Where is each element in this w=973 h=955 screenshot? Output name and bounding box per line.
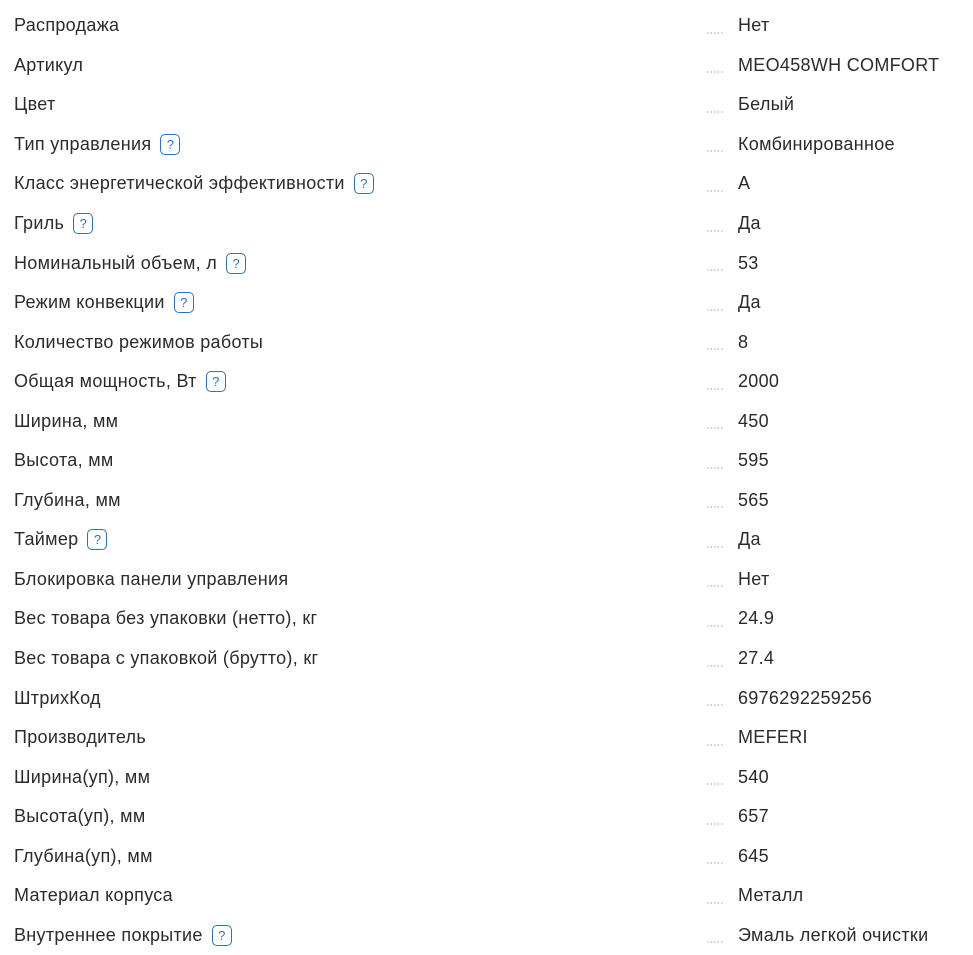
spec-row [14, 678, 973, 718]
spec-label-wrap [14, 213, 93, 234]
spec-value: Нет [738, 568, 770, 589]
spec-value: 2000 [738, 371, 780, 392]
spec-row [14, 401, 973, 441]
spec-row [14, 85, 973, 125]
spec-row [14, 6, 973, 46]
dotted-leader [707, 625, 723, 627]
dotted-leader [707, 585, 723, 587]
spec-row [14, 362, 973, 402]
dotted-leader [707, 348, 723, 350]
dotted-leader [707, 704, 723, 706]
spec-row [14, 46, 973, 86]
spec-label-wrap [14, 450, 114, 471]
dotted-leader [707, 32, 723, 34]
spec-label-wrap [14, 371, 226, 392]
spec-label-wrap [14, 15, 119, 36]
spec-label: Общая мощность, Вт [14, 371, 197, 392]
spec-label: Таймер [14, 529, 79, 550]
question-mark-glyph: ? [180, 295, 188, 311]
spec-label: Высота, мм [14, 450, 114, 471]
spec-value: Металл [738, 885, 804, 906]
spec-label: Артикул [14, 54, 84, 75]
spec-label-wrap [14, 332, 263, 353]
spec-value: Да [738, 213, 761, 233]
spec-value: Комбинированное [738, 133, 895, 154]
spec-value: 450 [738, 410, 769, 431]
spec-label-wrap [14, 925, 232, 946]
spec-value: Белый [738, 94, 795, 115]
spec-label-wrap [14, 688, 101, 709]
spec-label-wrap [14, 727, 146, 748]
dotted-leader [707, 190, 723, 192]
spec-label: Ширина, мм [14, 410, 119, 431]
spec-row [14, 322, 973, 362]
spec-label: Гриль [14, 213, 65, 233]
spec-label: Материал корпуса [14, 885, 173, 906]
spec-value: 6976292259256 [738, 687, 873, 708]
spec-label-wrap [14, 529, 107, 550]
dotted-leader [707, 71, 723, 73]
spec-label-wrap [14, 490, 121, 511]
spec-label-wrap [14, 846, 153, 867]
dotted-leader [707, 823, 723, 825]
spec-row [14, 797, 973, 837]
spec-row [14, 718, 973, 758]
help-icon[interactable] [226, 253, 246, 274]
spec-label: Количество режимов работы [14, 331, 264, 352]
spec-label-wrap [14, 806, 146, 827]
help-icon[interactable] [206, 371, 226, 392]
spec-value: 565 [738, 489, 769, 510]
question-mark-glyph: ? [212, 374, 220, 390]
dotted-leader [707, 309, 723, 311]
spec-row [14, 204, 973, 244]
spec-label-wrap [14, 608, 317, 629]
spec-label: Глубина, мм [14, 489, 121, 510]
spec-label: Режим конвекции [14, 292, 165, 313]
dotted-leader [707, 230, 723, 232]
dotted-leader [707, 546, 723, 548]
spec-label-wrap [14, 94, 56, 115]
help-icon[interactable] [174, 292, 194, 313]
spec-value: 595 [738, 450, 769, 471]
spec-row [14, 757, 973, 797]
question-mark-glyph: ? [166, 136, 174, 152]
dotted-leader [707, 941, 723, 943]
spec-label-wrap [14, 134, 180, 155]
spec-value: Эмаль легкой очистки [738, 924, 929, 945]
dotted-leader [707, 150, 723, 152]
dotted-leader [707, 506, 723, 508]
dotted-leader [707, 665, 723, 667]
help-icon[interactable] [212, 925, 232, 946]
spec-label-wrap [14, 292, 194, 313]
spec-label: Тип управления [14, 133, 152, 154]
help-icon[interactable] [160, 134, 180, 155]
help-icon[interactable] [87, 529, 107, 550]
spec-row [14, 639, 973, 679]
dotted-leader [707, 862, 723, 864]
spec-label-wrap [14, 648, 318, 669]
spec-label: Распродажа [14, 15, 120, 36]
question-mark-glyph: ? [360, 176, 368, 192]
spec-label-wrap [14, 173, 374, 194]
help-icon[interactable] [73, 213, 93, 234]
spec-row [14, 164, 973, 204]
dotted-leader [707, 269, 723, 271]
spec-label: Вес товара без упаковки (нетто), кг [14, 608, 318, 629]
spec-row [14, 243, 973, 283]
spec-row [14, 520, 973, 560]
spec-label: Вес товара с упаковкой (брутто), кг [14, 648, 319, 669]
spec-value: 27.4 [738, 648, 775, 669]
spec-row [14, 441, 973, 481]
spec-label-wrap [14, 767, 150, 788]
spec-label: Ширина(уп), мм [14, 766, 151, 787]
spec-label-wrap [14, 253, 246, 274]
dotted-leader [707, 783, 723, 785]
dotted-leader [707, 902, 723, 904]
spec-value: 8 [738, 331, 749, 352]
spec-row [14, 481, 973, 521]
spec-row [14, 283, 973, 323]
spec-label-wrap [14, 885, 173, 906]
spec-row [14, 916, 973, 955]
question-mark-glyph: ? [79, 216, 87, 231]
help-icon[interactable] [354, 173, 374, 194]
dotted-leader [707, 111, 723, 113]
spec-label: Цвет [14, 94, 56, 115]
spec-value: MEO458WH COMFORT [738, 54, 940, 75]
spec-label: Класс энергетической эффективности [14, 173, 345, 194]
question-mark-glyph: ? [93, 532, 102, 548]
spec-label: Номинальный объем, л [14, 252, 218, 273]
spec-row [14, 125, 973, 165]
spec-label: ШтрихКод [14, 687, 101, 708]
spec-label: Блокировка панели управления [14, 568, 289, 589]
dotted-leader [707, 427, 723, 429]
spec-value: А [738, 173, 751, 194]
spec-value: 24.9 [738, 608, 775, 629]
spec-row [14, 836, 973, 876]
spec-value: Да [738, 292, 761, 313]
spec-label-wrap [14, 55, 83, 76]
spec-value: 540 [738, 766, 769, 787]
spec-value: 53 [738, 252, 759, 273]
spec-row [14, 876, 973, 916]
spec-label: Производитель [14, 727, 147, 748]
question-mark-glyph: ? [232, 255, 240, 271]
dotted-leader [707, 388, 723, 390]
spec-value: Да [738, 529, 761, 550]
spec-label: Высота(уп), мм [14, 806, 146, 827]
question-mark-glyph: ? [218, 927, 226, 943]
spec-value: 657 [738, 806, 769, 827]
spec-value: MEFERI [738, 727, 808, 748]
dotted-leader [707, 744, 723, 746]
spec-value: Нет [738, 15, 770, 36]
spec-label: Глубина(уп), мм [14, 845, 153, 866]
dotted-leader [707, 467, 723, 469]
spec-row [14, 560, 973, 600]
spec-label-wrap [14, 569, 288, 590]
spec-value: 645 [738, 845, 769, 866]
spec-label: Внутреннее покрытие [14, 924, 203, 945]
spec-label-wrap [14, 411, 118, 432]
spec-row [14, 599, 973, 639]
